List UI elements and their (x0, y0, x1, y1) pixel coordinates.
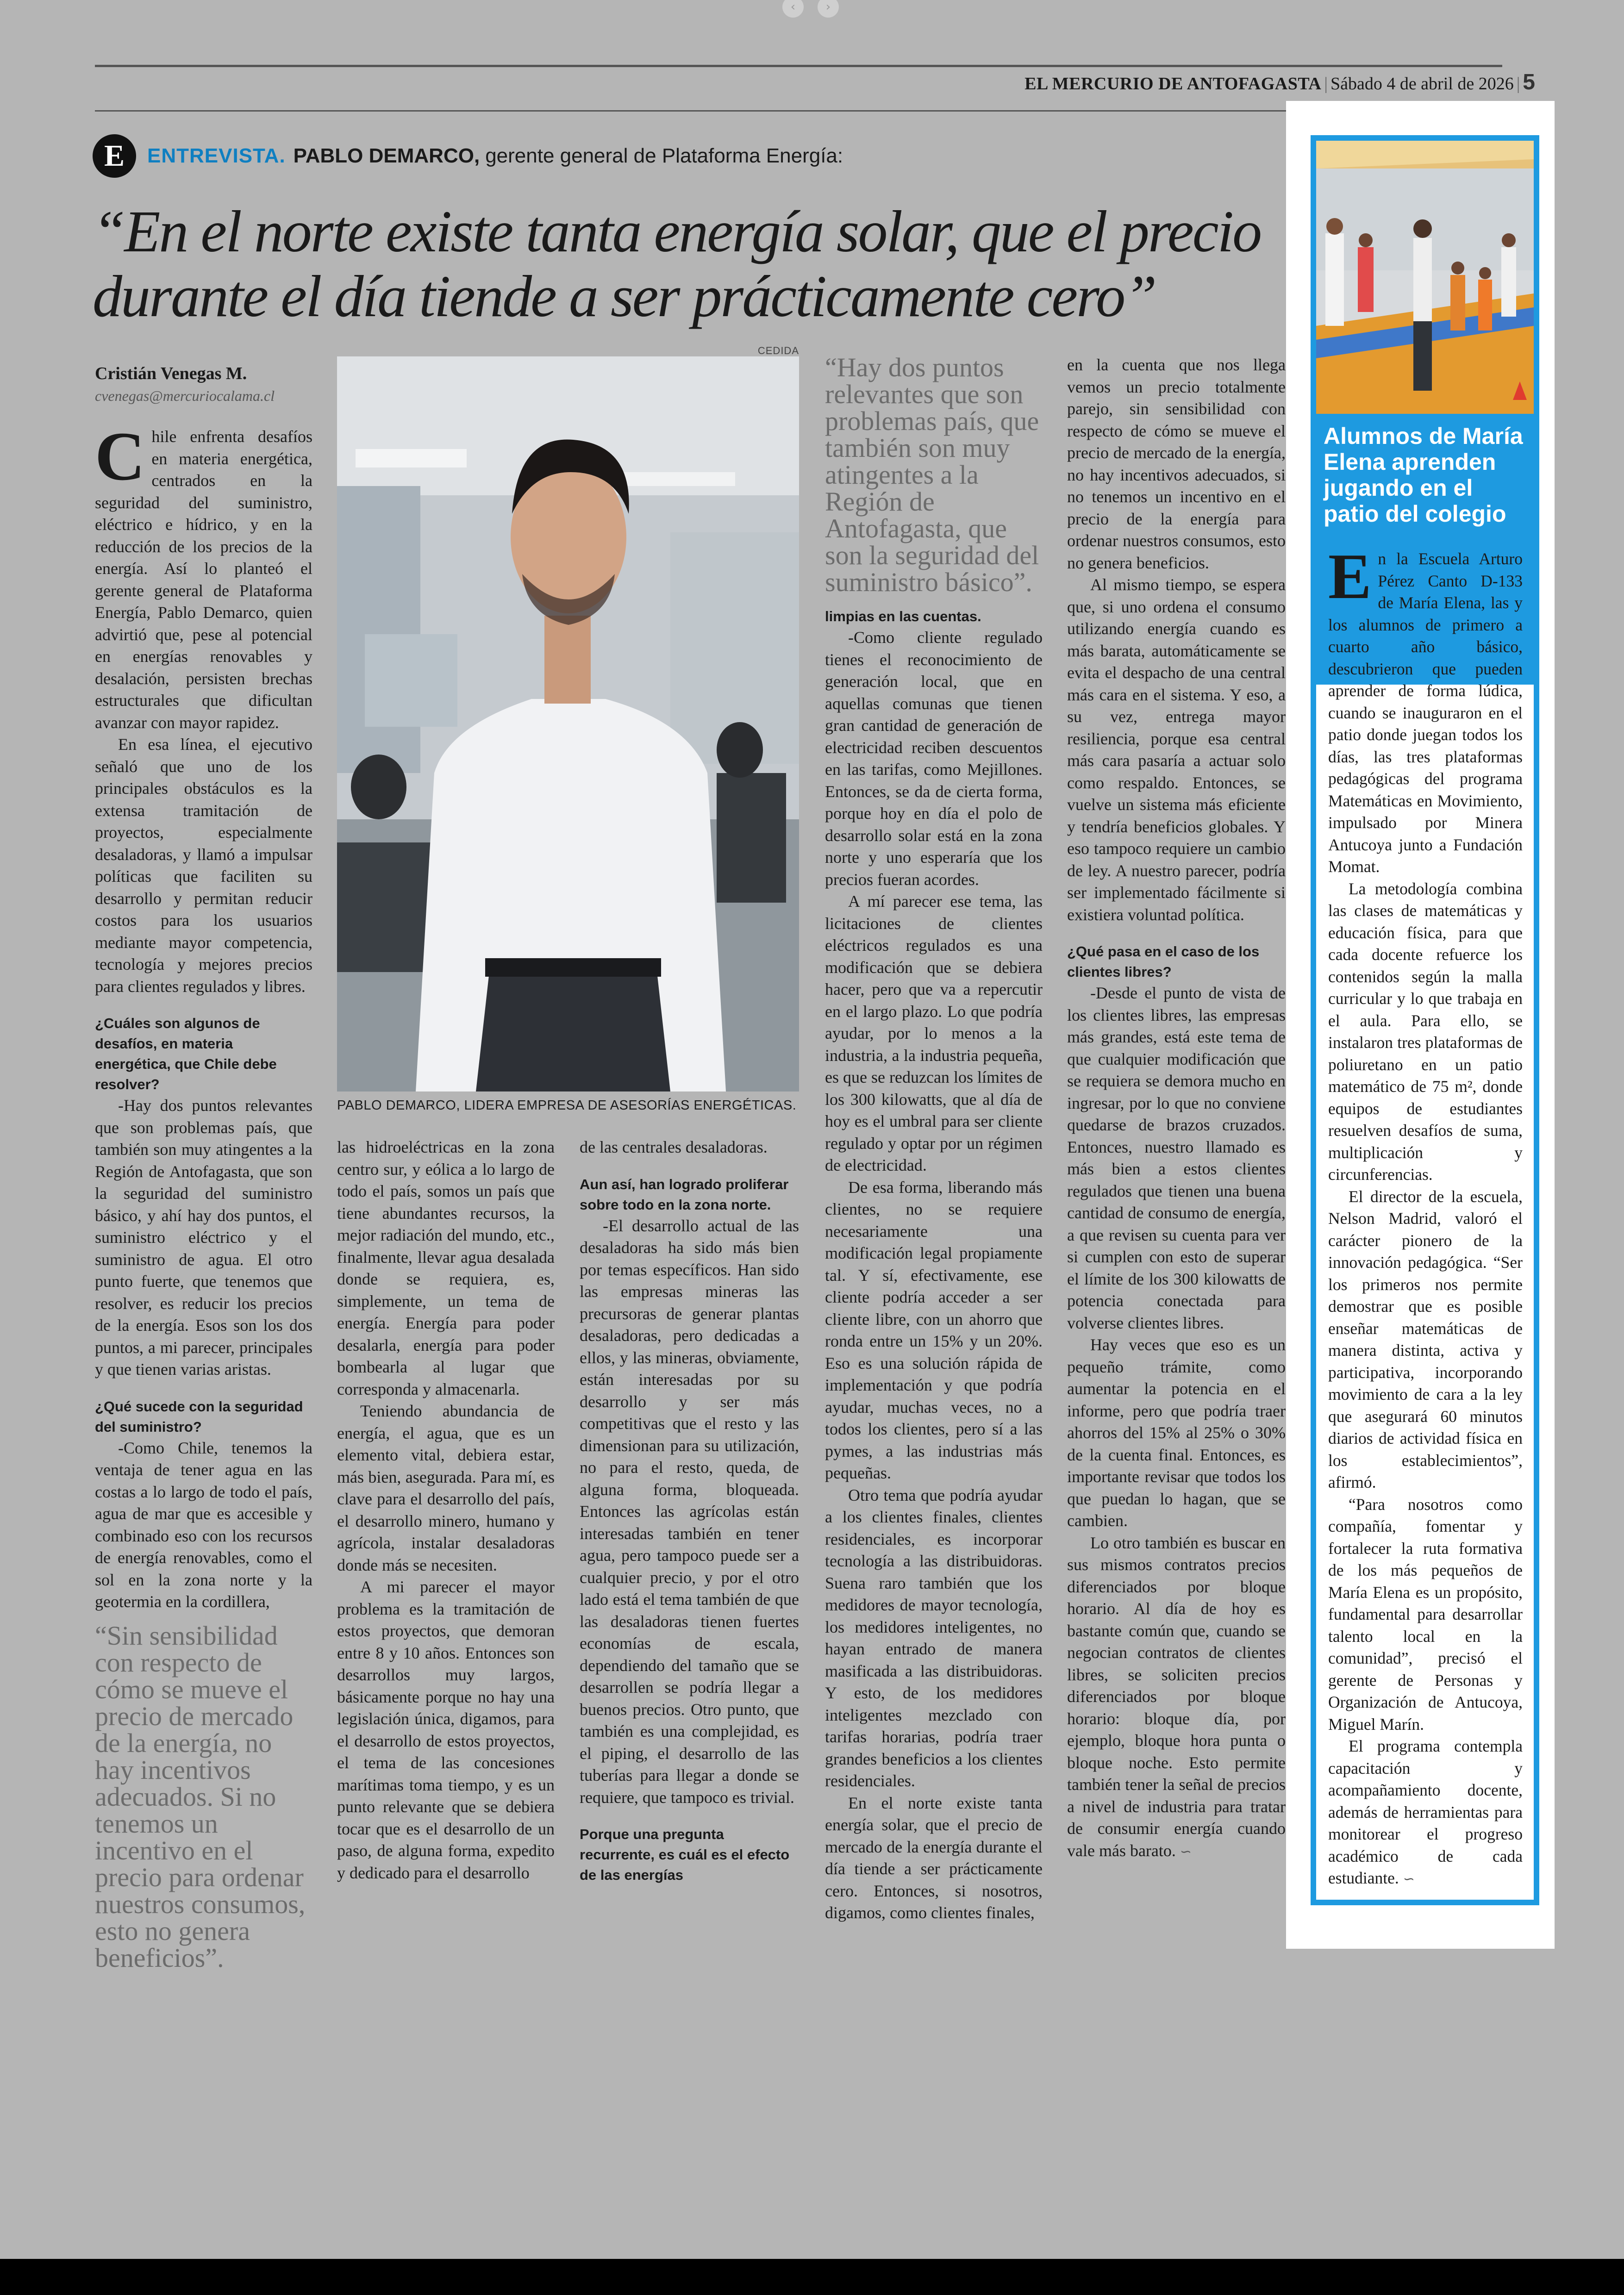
article-kicker: E ENTREVISTA . PABLO DEMARCO, gerente general de Plataforma Energía: (93, 134, 843, 178)
next-page-button[interactable]: › (818, 0, 839, 18)
interview-question: Aun así, han logrado proliferar sobre todo en la zona norte. (580, 1176, 789, 1213)
paragraph: Hay veces que eso es un pequeño trámite, como aumentar la potencia en el informe, pero que podría traer ahorros del 15% al 25% o 30% de la cuenta final. Entonces, es importante revisar que todos los que puedan lo hagan, que se cambien. (1067, 1335, 1286, 1530)
paragraph: Otro tema que podría ayudar a los clientes finales, clientes residenciales, es incorporar tecnología a las distribuidoras. Suena raro también que los medidores de mayor tecnología, los medidores inteligentes, no hayan entrado de manera masificada a las distribuidoras. Y esto, de los medidores inteligentes mezclado con tarifas horarias, podría traer grandes beneficios a los clientes residenciales. (825, 1485, 1043, 1790)
drop-cap: C (95, 418, 145, 495)
interviewee-name: PABLO DEMARCO, (293, 144, 480, 167)
paragraph: Teniendo abundancia de energía, el agua, que es un elemento vital, debiera estar, más bien, asegurada. Para mí, es clave para el desarrollo del país, el desarrollo minero, humano y agrícola, instalar desaladoras donde más se necesiten. (337, 1402, 555, 1574)
schoolyard-illustration (1316, 141, 1534, 414)
header-rule-top (95, 65, 1502, 67)
previous-page-button[interactable]: ‹ (782, 0, 804, 18)
paragraph: “Para nosotros como compañía, fomentar y fortalecer la ruta formativa de los más pequeños de María Elena es un propósito, fundamental para desarrollar talento local en la comunidad”, precisó el gerente de Personas y Organización de Antucoya, Miguel Marín. (1328, 1495, 1523, 1734)
paragraph: -Desde el punto de vista de los clientes libres, las empresas más grandes, está este tema de que cualquier modificación que se requiera se demora mucho en ingresar, por lo que no conviene quedarse de brazos cruzados. Entonces, nuestro llamado es más bien a estos clientes regulados que tienen una buena cantidad de consumo de energía, a que revisen su cuenta para ver si cumplen con esto de superar el límite de los 300 kilowatts de potencia conectada para volverse clientes libres. (1067, 984, 1286, 1332)
office-portrait-illustration (337, 356, 799, 1091)
paragraph: El director de la escuela, Nelson Madrid, valoró el carácter pionero de la innovación pedagógica. “Ser los primeros nos permite demostrar que es posible enseñar matemáticas de manera distinta, activa y participativa, incorporando movimiento de cara a la ley que asegurará 60 minutos diarios de actividad física en los establecimientos”, afirmó. (1328, 1187, 1523, 1491)
pull-quote-2: “Hay dos puntos relevantes que son problemas país, que también son muy atingentes a la Región de Antofagasta, que son la seguridad del suministro básico”. (825, 352, 1039, 597)
paragraph: Lo otro también es buscar en sus mismos contratos precios diferenciados por bloque horario. Al día de hoy es bastante común que, cuando se negocian contratos de clientes libres, se soliciten precios diferenciados por bloque horario: bloque día, por ejemplo, bloque hora punta o bloque noche. Esto permite también tener la señal de precios a nivel de industria para tratar de consumir energía cuando vale más barato. ∽ (1067, 1533, 1286, 1860)
interviewee-photo (337, 356, 799, 1091)
author-email[interactable]: cvenegas@mercuriocalama.cl (95, 387, 275, 404)
photo-credit: CEDIDA (757, 345, 799, 356)
interview-question: limpias en las cuentas. (825, 608, 981, 624)
publication-logo-icon: E (93, 134, 136, 178)
interviewee-role: gerente general de Plataforma Energía: (485, 144, 843, 167)
paragraph: las hidroeléctricas en la zona centro sur, y eólica a lo largo de todo el país, somos un país que tiene abundantes recursos, la mejor radiación del mundo, etc., finalmente, llevar agua desalada donde se requiera, es, simplemente, un tema de energía. Energía para poder desalarla, energía para poder bombearla al lugar que corresponda y almacenarla. (337, 1138, 555, 1398)
paragraph: Al mismo tiempo, se espera que, si uno ordena el consumo utilizando energía cuando es más barata, automáticamente se evita el despacho de una central más cara en el sistema. Y eso, a su vez, entrega mayor resiliencia, porque esa central más cara pasaría a actuar solo como respaldo. Entonces, se vuelve un sistema más eficiente y tendría beneficios globales. Y eso tampoco requiere un cambio de ley. A nuestro parecer, podría ser implementado fácilmente si existiera voluntad política. (1067, 575, 1286, 924)
interview-question: ¿Qué sucede con la seguridad del suministro? (95, 1398, 303, 1435)
sidebar-headline: Alumnos de María Elena aprenden jugando en el patio del colegio (1316, 414, 1534, 685)
viewer-bottom-bar (0, 2259, 1624, 2295)
page-header: EL MERCURIO DE ANTOFAGASTA | Sábado 4 de abril de 2026 | 5 (1024, 70, 1535, 94)
drop-cap: E (1328, 541, 1372, 612)
sidebar-photo (1316, 141, 1534, 414)
issue-date: Sábado 4 de abril de 2026 (1330, 74, 1514, 94)
interview-question: ¿Cuáles son algunos de desafíos, en materia energética, que Chile debe resolver? (95, 1015, 277, 1092)
end-of-article-icon: ∽ (1180, 1843, 1192, 1860)
interview-question: ¿Qué pasa en el caso de los clientes libres? (1067, 943, 1260, 980)
article-column-5 (1067, 354, 1286, 1863)
paragraph: A mi parecer el mayor problema es la tramitación de estos proyectos, que demoran entre 8 y 10 años. Entonces son desarrollos muy largos, básicamente porque no hay una legislación única, digamos, para el desarrollo de estos proyectos, el tema de las concesiones marítimas toma tiempo, y es un punto relevante que se debiera tocar que es el desarrollo de un paso, de alguna forma, expedito y dedicado para el desarrollo (337, 1578, 555, 1882)
paragraph: En el norte existe tanta energía solar, que el precio de mercado de la energía durante el día tiende a ser prácticamente cero. Entonces, si nosotros, digamos, como clientes finales, (825, 1793, 1043, 1922)
paragraph: -Hay dos puntos relevantes que son problemas país, que también son muy atingentes a la Región de Antofagasta, que son la seguridad del suministro básico, y ahí hay dos puntos, el suministro eléctrico y el suministro de agua. El otro punto fuerte, que tenemos que resolver, es reducir los precios de la energía. Esos son los dos puntos, a mi parecer, principales y que tienen varias aristas. (95, 1096, 312, 1378)
paragraph: En esa línea, el ejecutivo señaló que uno de los principales obstáculos es la extensa tramitación de proyectos, especialmente desaladoras, y llamó a impulsar políticas que faciliten su desarrollo y permitan reducir costos para los usuarios mediante mayor competencia, tecnología y mejores precios para clientes regulados y libres. (95, 735, 312, 996)
section-label: ENTREVISTA (147, 144, 280, 167)
byline (95, 363, 326, 405)
article-column-1: Chile enfrenta desafíos en materia energética, centrados en la seguridad del suministro, eléctrico e hídrico, y en la reducción de los precios de la energía. Así lo planteó el gerente general de Plataforma Energía, Pablo Demarco, quien advirtió que, pese al potencial en energías renovables y desalación, persisten brechas estructurales que dificultan avanzar con mayor rapidez. En esa línea, el ejecutivo señaló que uno de los principales obstáculos es la extensa tramitación de proyectos, especialmente desaladoras, y llamó a impulsar políticas que faciliten su desarrollo y permitan reducir costos para los usuarios mediante mayor competencia, tecnología y mejores precios para clientes regulados y libres. ¿Cuáles son algunos de desafíos, en materia energética, que Chile debe resolver? -Hay dos puntos relevantes que son problemas país, que también son muy atingentes a la Región de Antofagasta, que son la seguridad del suministro básico, y ahí hay dos puntos, el suministro eléctrico y el suministro de agua. El otro punto fuerte, que tenemos que resolver, es reducir los precios de la energía. Esos son los dos puntos, a mi parecer, principales y que tienen varias aristas. ¿Qué sucede con la seguridad del suministro? -Como Chile, tenemos la ventaja de tener agua en las costas a lo largo de todo el país, agua de mar que es accesible y combinado eso con los recursos de energía renovables, como el sol en la zona norte y la geotermia en la cordillera, (95, 426, 312, 1613)
interview-question: Porque una pregunta recurrente, es cuál es el efecto de las energías (580, 1826, 790, 1883)
paragraph: El programa contempla capacitación y acompañamiento docente, además de herramientas para monitorear el progreso académico de cada estudiante. ∽ (1328, 1737, 1523, 1887)
paragraph: -Como Chile, tenemos la ventaja de tener agua en las costas a lo largo de todo el país, agua de mar que es accesible y combinado eso con los recursos de energía renovables, como el sol en la zona norte y la geotermia en la cordillera, (95, 1438, 312, 1611)
author-name: Cristián Venegas M. (95, 364, 247, 383)
article-headline: “En el norte existe tanta energía solar, que el precio durante el día tiende a ser prácticamente cero” (93, 199, 1261, 329)
page-number: 5 (1523, 70, 1535, 94)
paragraph: De esa forma, liberando más clientes, no se requiere necesariamente una modificación legal propiamente tal. Y sí, efectivamente, ese cliente podría acceder a ser cliente libre, con un ahorro que ronda entre un 15% y un 20%. Eso es una solución rápida de implementación y que podría ayudar, muchas veces, no a todos los clientes, pero sí a las pymes, a las industrias más pequeñas. (825, 1178, 1043, 1482)
article-column-4 (825, 606, 1043, 1924)
paragraph: de las centrales desaladoras. (580, 1138, 768, 1156)
sidebar-story (1311, 135, 1539, 1905)
paragraph: -El desarrollo actual de las desaladoras ha sido más bien por temas específicos. Han sido las empresas mineras las precursoras de generar plantas desaladoras, pero dedicadas a ellos, y las mineras, obviamente, están interesadas por su desarrollo y ser más competitivas que el resto y las dimensionan para su utilización, no para el resto, queda, de alguna forma, bloqueada. Entonces las agrícolas están interesadas también en tener agua, pero tampoco puede ser a cualquier precio, y por el otro lado está el tema también de que las desaladoras tienen fuertes economías de escala, dependiendo del tamaño que se desarrollen se podría llegar a buenos precios. Otro punto, que también es una complejidad, es el piping, el desarrollo de las tuberías para llegar a donde se requiere, que tampoco es trivial. (580, 1216, 799, 1807)
sidebar-body: En la Escuela Arturo Pérez Canto D-133 de María Elena, las y los alumnos de primero a cuarto año básico, descubrieron que pueden aprender de forma lúdica, cuando se inauguraron en el patio donde juegan todos los días, las tres plataformas pedagógicas del programa Matemáticas en Movimiento, impulsado por Minera Antucoya junto a Fundación Momat. La metodología combina las clases de matemáticas y educación física, para que cada docente refuerce los contenidos según la malla curricular y lo que trabaja en el aula. Para ello, se instalaron tres plataformas de poliuretano en un patio matemático de 75 m², donde equipos de estudiantes resuelven desafíos de suma, multiplicación y circunferencias. El director de la escuela, Nelson Madrid, valoró el carácter pionero de la innovación pedagógica. “Ser los primeros nos permite demostrar que es posible enseñar matemáticas de manera distinta, activa y participativa, incorporando movimiento de cara a la ley que asegurará 60 minutos diarios de actividad física en los establecimientos”, afirmó. “Para nosotros como compañía, fomentar y fortalecer la ruta formativa de los más pequeños de María Elena es un propósito, fundamental para desarrollar talento local en la comunidad”, precisó el gerente de Personas y Organización de Antucoya, Miguel Marín. El programa contempla capacitación y acompañamiento docente, además de herramientas para monitorear el progreso académico de cada estudiante. ∽ (1328, 548, 1523, 1890)
photo-caption: PABLO DEMARCO, LIDERA EMPRESA DE ASESORÍAS ENERGÉTICAS. (337, 1098, 797, 1113)
article-column-2 (337, 1136, 555, 1884)
publication-name: EL MERCURIO DE ANTOFAGASTA (1024, 74, 1322, 94)
page-navigation (778, 0, 847, 14)
paragraph: La metodología combina las clases de matemáticas y educación física, para que cada docente refuerce los contenidos según la malla curricular y lo que trabaja en el aula. Para ello, se instalaron tres plataformas de poliuretano en un patio matemático de 75 m², donde equipos de estudiantes resuelven desafíos de suma, multiplicación y circunferencias. (1328, 879, 1523, 1184)
paragraph: A mí parecer ese tema, las licitaciones de clientes eléctricos regulados es una modificación que se debiera hacer, pero que va a repercutir en el largo plazo. Lo que podría ayudar, por lo menos a la industria, a la industria pequeña, es que se reduzcan los límites de los 300 kilowatts, que al día de hoy es el umbral para ser cliente regulado y optar por un régimen de electricidad. (825, 892, 1043, 1174)
paragraph: -Como cliente regulado tienes el reconocimiento de generación local, que en aquellas comunas que tienen gran cantidad de generación de electricidad reciben descuentos en las tarifas, como Mejillones. Entonces, se da de cierta forma, porque hoy en día el polo de desarrollo solar está en la zona norte y uno esperaría que los precios fueran acordes. (825, 628, 1043, 889)
paragraph: en la cuenta que nos llega vemos un precio totalmente parejo, sin sensibilidad con respecto de cómo se mueve el precio de mercado de la energía, no hay incentivos adecuados, si no tenemos un incentivo en el precio de la energía para ordenar nuestros consumos, esto no genera beneficios. (1067, 355, 1286, 572)
pull-quote-1: “Sin sensibilidad con respecto de cómo se mueve el precio de mercado de la energía, no hay incentivos adecuados. Si no tenemos un incentivo en el precio para ordenar nuestros consumos, esto no genera beneficios”. (95, 1621, 306, 1973)
article-column-3 (580, 1136, 799, 1885)
end-of-article-icon: ∽ (1403, 1871, 1415, 1887)
